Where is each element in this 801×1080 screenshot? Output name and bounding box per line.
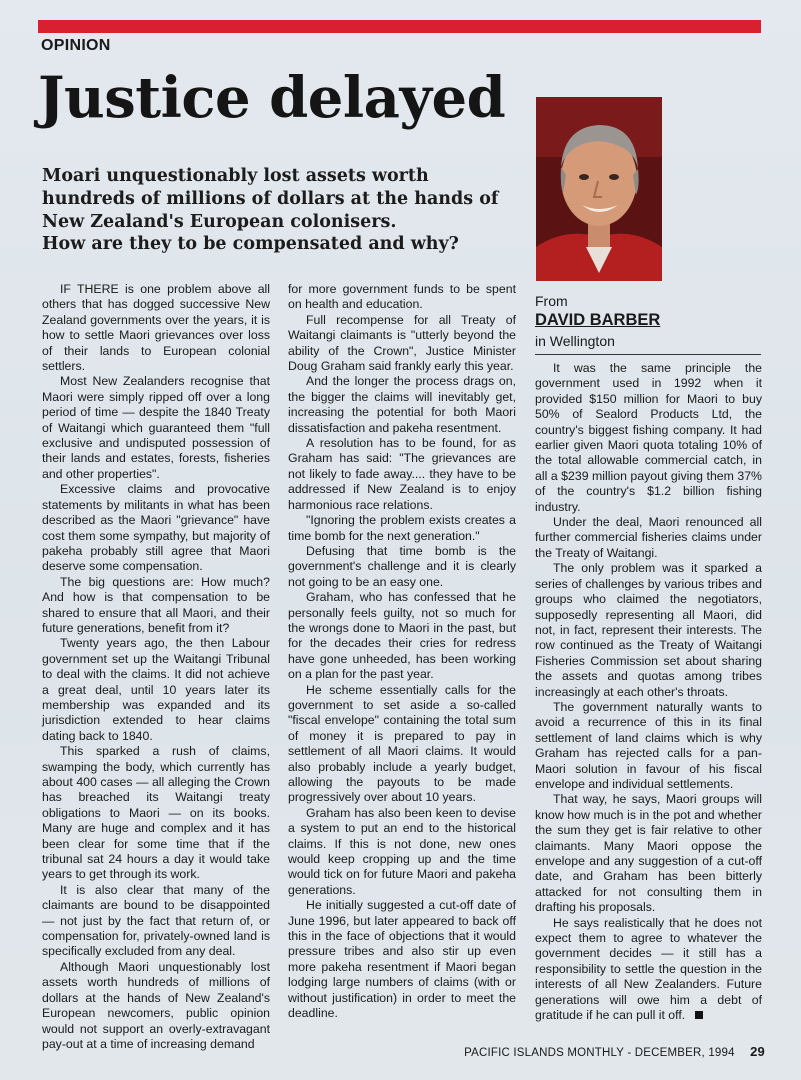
paragraph: And the longer the process drags on, the bigger the claims will inevitably get, increasing the potential for both Maori dissatisfaction and pakeha resentment. xyxy=(288,374,516,435)
paragraph: It was the same principle the government used in 1992 when it provided $150 million for Maori to buy 50% of Sealord Products Ltd, the country's biggest fishing company. It had earlier given Maori quota totaling 10% of the total allowable commercial catch, in all a $239 million payout giving them 37% of the country's $1.2 billion fishing industry. xyxy=(535,361,762,514)
paragraph: IF THERE is one problem above all others that has dogged successive New Zealand governments over the years, it is how to settle Maori grievances over loss of their lands to European colonial settlers. xyxy=(42,282,270,374)
author-byline xyxy=(535,292,761,355)
standfirst xyxy=(42,165,512,256)
paragraph: That way, he says, Maori groups will know how much is in the pot and whether the sum they get is fair relative to other claimants. Many Maori oppose the envelope and any suggestion of a cut-off date, and Graham has been bitterly attacked for not consulting them in drafting his proposals. xyxy=(535,792,762,915)
page-number: 29 xyxy=(750,1044,765,1059)
page-footer xyxy=(464,1044,765,1059)
paragraph: Defusing that time bomb is the government's challenge and it is clearly not going to be an easy one. xyxy=(288,543,516,589)
paragraph: This sparked a rush of claims, swamping the body, which currently has about 400 cases — all alleging the Crown has breached its Waitangi treaty obligations to Maori — on its books. Many are huge and complex and it has been clear for some time that if the tribunal sat 24 hours a day it would take years to get through its work. xyxy=(42,744,270,882)
paragraph: He initially suggested a cut-off date of June 1996, but later appeared to back off this in the face of objections that it would pressure tribes and also stir up even more pakeha resentment if Maori began lodging large numbers of claims (with or without justification) in order to meet the deadline. xyxy=(288,898,516,1021)
paragraph: He scheme essentially calls for the government to set aside a so-called "fiscal envelope" containing the total sum of money it is prepared to pay in settlement of all Maori claims. It would also probably include a yearly budget, allowing the payouts to be made progressively over about 10 years. xyxy=(288,682,516,805)
byline-from: From xyxy=(535,293,568,309)
paragraph: Although Maori unquestionably lost assets worth hundreds of millions of dollars at the hands of New Zealand's European newcomers, public opinion would not support an overly-extravagant pay-out at a time of increasing demand xyxy=(42,959,270,1051)
standfirst-question: How are they to be compensated and why? xyxy=(42,234,459,255)
standfirst-line: Moari unquestionably lost assets worth hundreds of millions of dollars at the hands of New Zealand's European colonisers. xyxy=(42,166,499,232)
author-name: DAVID BARBER xyxy=(535,311,661,330)
paragraph: Excessive claims and provocative statements by militants in what has been described as the Maori "grievance" have cost them some sympathy, but majority of pakeha probably still agree that Maori deserve some compensation. xyxy=(42,482,270,574)
paragraph: Under the deal, Maori renounced all further commercial fisheries claims under the Treaty of Waitangi. xyxy=(535,515,762,560)
paragraph: Graham, who has confessed that he personally feels guilty, not so much for the wrongs done to Maori in the past, but for the decades their cries for redress have gone unheeded, has been working on a plan for the past year. xyxy=(288,590,516,682)
paragraph: A resolution has to be found, for as Graham has said: "The grievances are not likely to fade away.... they have to be addressed if New Zealand is to enjoy harmonious race relations. xyxy=(288,436,516,512)
paragraph: Graham has also been keen to devise a system to put an end to the historical claims. If this is not done, new ones would keep cropping up and the time would tick on for future Maori and pakeha generations. xyxy=(288,805,516,897)
article-column-3 xyxy=(535,361,762,1023)
section-label: OPINION xyxy=(41,37,111,54)
article-column-1 xyxy=(42,282,270,1052)
section-color-bar xyxy=(38,20,761,33)
publication-info: PACIFIC ISLANDS MONTHLY - DECEMBER, 1994 xyxy=(464,1047,735,1059)
paragraph: "Ignoring the problem exists creates a time bomb for the next generation." xyxy=(288,513,516,543)
paragraph: The only problem was it sparked a series of challenges by various tribes and groups who claimed the negotiators, supposedly representing all Maori, did not, in fact, represent their interests. The row continued as the Treaty of Waitangi Fisheries Commission set about sharing the assets and quotas among tribes increasingly at each other's throats. xyxy=(535,561,762,699)
headline: Justice delayed xyxy=(38,65,506,131)
author-photo xyxy=(536,97,662,281)
article-column-2 xyxy=(288,282,516,1022)
byline-location: in Wellington xyxy=(535,332,615,349)
paragraph: Twenty years ago, the then Labour government set up the Waitangi Tribunal to deal with the claims. It did not achieve a great deal, until 10 years later its membership was expanded and its jurisdiction extended to hear claims dating back to 1840. xyxy=(42,636,270,743)
paragraph: Most New Zealanders recognise that Maori were simply ripped off over a long period of time — despite the 1840 Treaty of Waitangi which guaranteed them "full exclusive and undisputed possession of their lands and estates, forests, fisheries and other properties". xyxy=(42,374,270,481)
paragraph: for more government funds to be spent on health and education. xyxy=(288,282,516,312)
paragraph: Full recompense for all Treaty of Waitangi claimants is "utterly beyond the ability of the Crown", Justice Minister Doug Graham said frankly early this year. xyxy=(288,312,516,374)
end-of-article-mark xyxy=(695,1011,703,1019)
author-portrait-image xyxy=(536,97,662,281)
paragraph: The government naturally wants to avoid a recurrence of this in its final settlement of land claims which is why Graham has rejected calls for a pan-Maori solution in favour of his fiscal envelope and individual settlements. xyxy=(535,699,762,791)
paragraph-last xyxy=(535,916,762,1024)
paragraph: It is also clear that many of the claimants are bound to be disappointed — not just by the fact that return of, or compensation for, privately-owned land is specifically excluded from any deal. xyxy=(42,882,270,959)
paragraph-text: He says realistically that he does not expect them to agree to whatever the government decides — it still has a responsibility to settle the question in the interests of all New Zealanders. Future generations will owe him a debt of gratitude if he can pull it off. xyxy=(535,915,762,1023)
paragraph: The big questions are: How much? And how is that compensation to be shared to ensure that all Maori, and their future generations, benefit from it? xyxy=(42,574,270,635)
